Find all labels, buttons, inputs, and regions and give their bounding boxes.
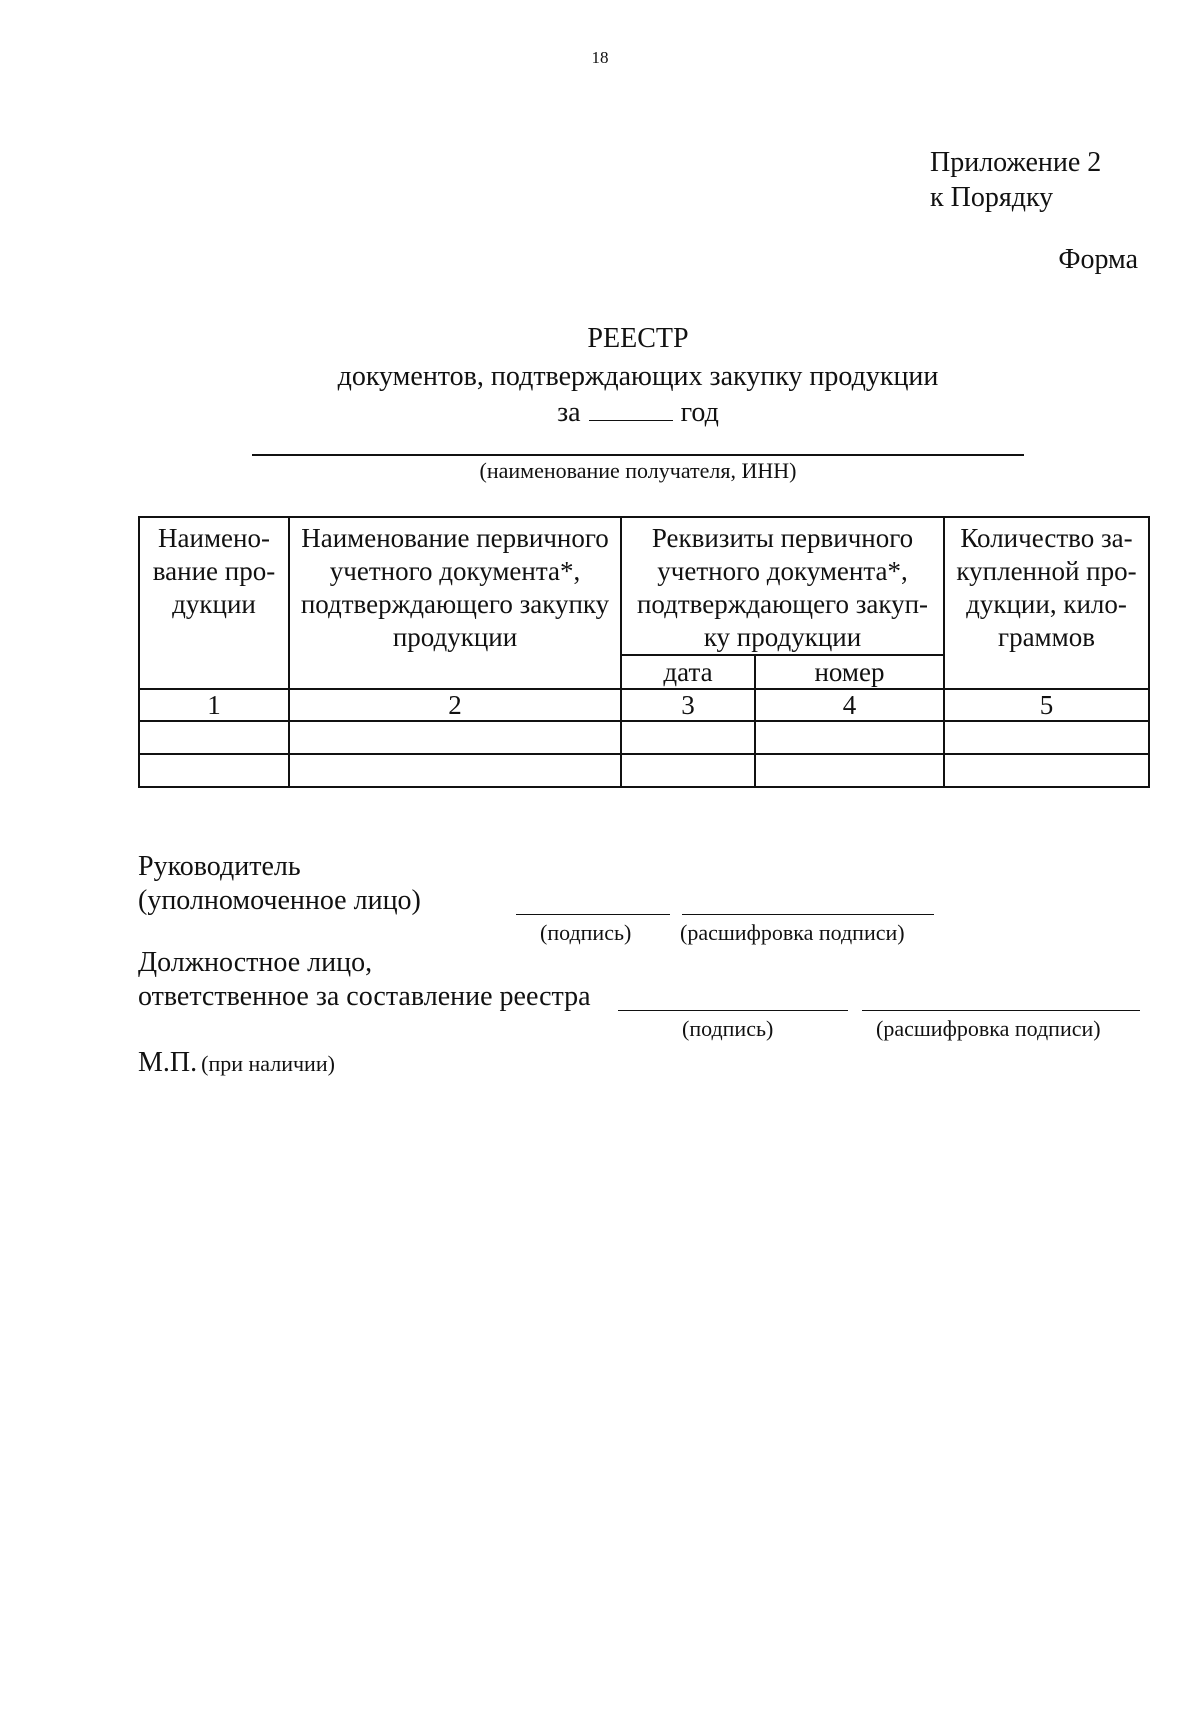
head-decoding-line[interactable] — [682, 914, 934, 915]
table-cell[interactable] — [755, 754, 944, 787]
header-text: Реквизиты первичного — [651, 523, 914, 553]
official-decoding-caption: (расшифровка подписи) — [876, 1016, 1101, 1041]
head-decoding-caption: (расшифровка подписи) — [680, 920, 905, 945]
header-text: Наимено- — [158, 523, 270, 553]
header-text: купленной про- — [956, 556, 1137, 586]
header-number: номер — [755, 655, 944, 689]
header-document-name — [289, 517, 621, 689]
table-row — [139, 754, 1149, 787]
document-subtitle: документов, подтверждающих закупку продукции — [337, 361, 939, 392]
form-label: Форма — [1058, 244, 1138, 275]
header-text: подтверждающего закуп- — [636, 589, 929, 619]
head-signature-caption: (подпись) — [540, 920, 632, 945]
official-title: Должностное лицо, — [138, 947, 373, 978]
table-cell[interactable] — [289, 754, 621, 787]
appendix-line-1: Приложение 2 — [930, 147, 1102, 178]
header-text: дукции, кило- — [966, 589, 1127, 619]
header-quantity — [944, 517, 1149, 689]
seal-note: (при наличии) — [201, 1051, 335, 1076]
table-cell[interactable] — [621, 754, 755, 787]
document-title: РЕЕСТР — [587, 323, 689, 354]
header-text: дукции — [172, 589, 256, 619]
head-title: Руководитель — [138, 851, 301, 882]
page-number: 18 — [591, 48, 609, 67]
column-numbers-row — [139, 689, 1149, 721]
seal-label: М.П. — [138, 1047, 198, 1078]
table-cell[interactable] — [289, 721, 621, 754]
header-text: продукции — [392, 622, 518, 652]
header-text: ку продукции — [703, 622, 862, 652]
seal-block — [138, 1046, 335, 1080]
header-text: учетного документа*, — [329, 556, 581, 586]
table-cell[interactable] — [755, 721, 944, 754]
header-text: граммов — [998, 622, 1095, 652]
official-decoding-line[interactable] — [862, 1010, 1140, 1011]
column-number: 3 — [621, 689, 755, 721]
table-cell[interactable] — [139, 721, 289, 754]
table-row — [139, 721, 1149, 754]
official-responsibility: ответственное за составление реестра — [138, 981, 591, 1012]
header-text: Наименование первичного — [301, 523, 609, 553]
head-authorized-person: (уполномоченное лицо) — [138, 885, 421, 916]
table-cell[interactable] — [944, 721, 1149, 754]
appendix-line-2: к Порядку — [930, 182, 1054, 213]
official-signature-caption: (подпись) — [682, 1016, 774, 1041]
year-prefix: за — [557, 397, 581, 428]
header-document-details — [621, 517, 944, 655]
recipient-caption: (наименование получателя, ИНН) — [479, 458, 797, 483]
column-number: 2 — [289, 689, 621, 721]
table-cell[interactable] — [139, 754, 289, 787]
official-signature-line[interactable] — [618, 1010, 848, 1011]
registry-table — [138, 516, 1150, 788]
header-text: Количество за- — [960, 523, 1133, 553]
recipient-fill-line[interactable] — [252, 454, 1024, 456]
header-product-name — [139, 517, 289, 689]
column-number: 5 — [944, 689, 1149, 721]
header-date: дата — [621, 655, 755, 689]
table-cell[interactable] — [621, 721, 755, 754]
header-text: подтверждающего закупку — [300, 589, 610, 619]
year-suffix: год — [680, 397, 719, 428]
year-blank-field[interactable] — [589, 394, 673, 421]
column-number: 4 — [755, 689, 944, 721]
year-line — [0, 394, 1200, 430]
header-row — [139, 517, 1149, 655]
appendix-reference — [930, 145, 1101, 215]
header-text: вание про- — [152, 556, 276, 586]
head-signature-line[interactable] — [516, 914, 670, 915]
header-text: учетного документа*, — [657, 556, 908, 586]
table-cell[interactable] — [944, 754, 1149, 787]
column-number: 1 — [139, 689, 289, 721]
